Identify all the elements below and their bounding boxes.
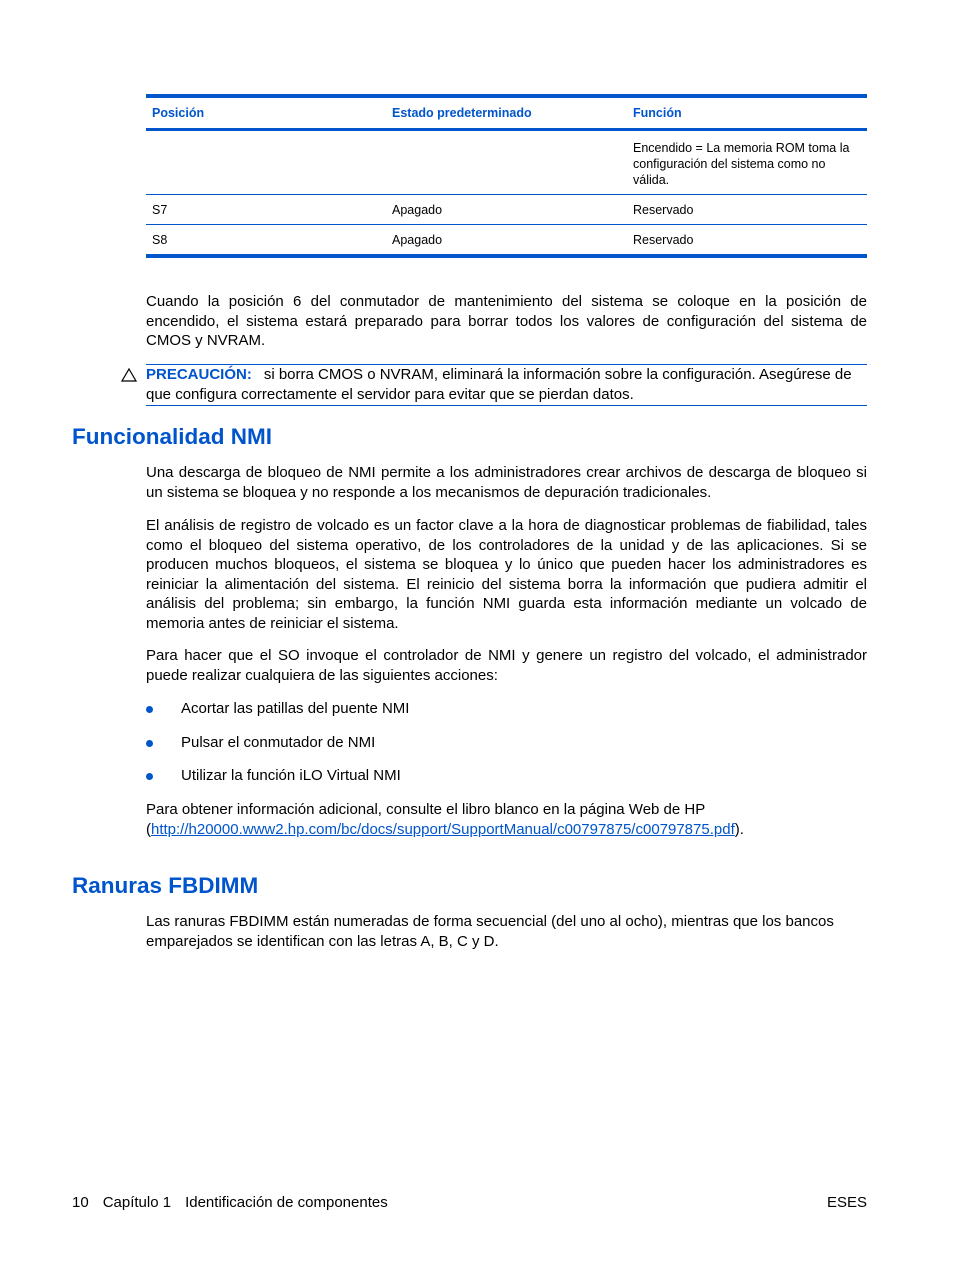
chapter-label: Capítulo 1	[102, 1194, 172, 1211]
nmi-paragraph-2: El análisis de registro de volcado es un factor clave a la hora de diagnosticar problemas de fiabilidad, tales como el bloqueo del sistema operativo, de los controladores de la unidad y de las aplicaciones. Si se producen muchos bloqueos, el sistema se bloquea y lo único que pueden hacer los administradores es reiniciar la alimentación del sistema. El reinicio del sistema borra la información que pudiera admitir el análisis del problema; sin embargo, la función NMI guarda esta información mediante un volcado de memoria antes de reiniciar el sistema.	[146, 517, 867, 632]
hp-whitepaper-link[interactable]: http://h20000.www2.hp.com/bc/docs/support/SupportManual/c00797875/c00797875.pdf	[151, 820, 735, 838]
page-number: 10	[72, 1194, 89, 1211]
caution-label: PRECAUCIÓN:	[146, 366, 252, 383]
language-code: ESES	[826, 1194, 867, 1211]
bullet-icon	[146, 773, 153, 780]
switch-settings-table	[146, 94, 867, 258]
table-cell	[386, 140, 627, 188]
table-cell	[146, 140, 386, 188]
nmi-paragraph-4: Para obtener información adicional, consulte el libro blanco en la página Web de HP (http://h20000.www2.hp.com/bc/docs/support/SupportManual/c00797875/c00797875.pdf).	[146, 801, 744, 838]
page-footer	[72, 1193, 867, 1212]
table-cell: S8	[152, 232, 168, 247]
intro-paragraph: Cuando la posición 6 del conmutador de mantenimiento del sistema se coloque en la posición de encendido, el sistema estará preparado para borrar todos los valores de configuración del sistema de CMOS y NVRAM.	[146, 293, 867, 349]
nmi-paragraph-3: Para hacer que el SO invoque el controlador de NMI y genere un registro del volcado, el administrador puede realizar cualquiera de las siguientes acciones:	[146, 647, 867, 684]
table-cell: Encendido = La memoria ROM toma la configuración del sistema como no válida.	[633, 141, 850, 187]
table-cell: Apagado	[392, 202, 443, 217]
section-title-fbdimm: Ranuras FBDIMM	[72, 873, 259, 898]
table-cell: Reservado	[633, 202, 694, 217]
chapter-title: Identificación de componentes	[185, 1194, 388, 1211]
bullet-icon	[146, 706, 153, 713]
nmi-paragraph-1: Una descarga de bloqueo de NMI permite a los administradores crear archivos de descarga de bloqueo si un sistema se bloquea y no responde a los mecanismos de depuración tradicionales.	[146, 464, 867, 501]
caution-text: si borra CMOS o NVRAM, eliminará la información sobre la configuración. Asegúrese de que configura correctamente el servidor para evitar que se pierdan datos.	[146, 366, 852, 403]
column-header-default-state: Estado predeterminado	[392, 106, 532, 120]
table-row	[146, 131, 867, 194]
table-row	[146, 224, 867, 254]
table-header-row	[146, 98, 867, 128]
fbdimm-paragraph: Las ranuras FBDIMM están numeradas de forma secuencial (del uno al ocho), mientras que los bancos emparejados se identifican con las letras A, B, C y D.	[146, 913, 834, 950]
table-cell: S7	[152, 202, 168, 217]
table-bottom-rule	[146, 254, 867, 258]
table-cell: Reservado	[633, 232, 694, 247]
table-row	[146, 194, 867, 224]
caution-note	[146, 364, 867, 406]
table-cell: Apagado	[392, 232, 443, 247]
column-header-position: Posición	[152, 106, 205, 120]
bullet-icon	[146, 740, 153, 747]
caution-triangle-icon	[121, 367, 137, 383]
section-title-nmi: Funcionalidad NMI	[72, 424, 272, 449]
column-header-function: Función	[633, 106, 682, 120]
